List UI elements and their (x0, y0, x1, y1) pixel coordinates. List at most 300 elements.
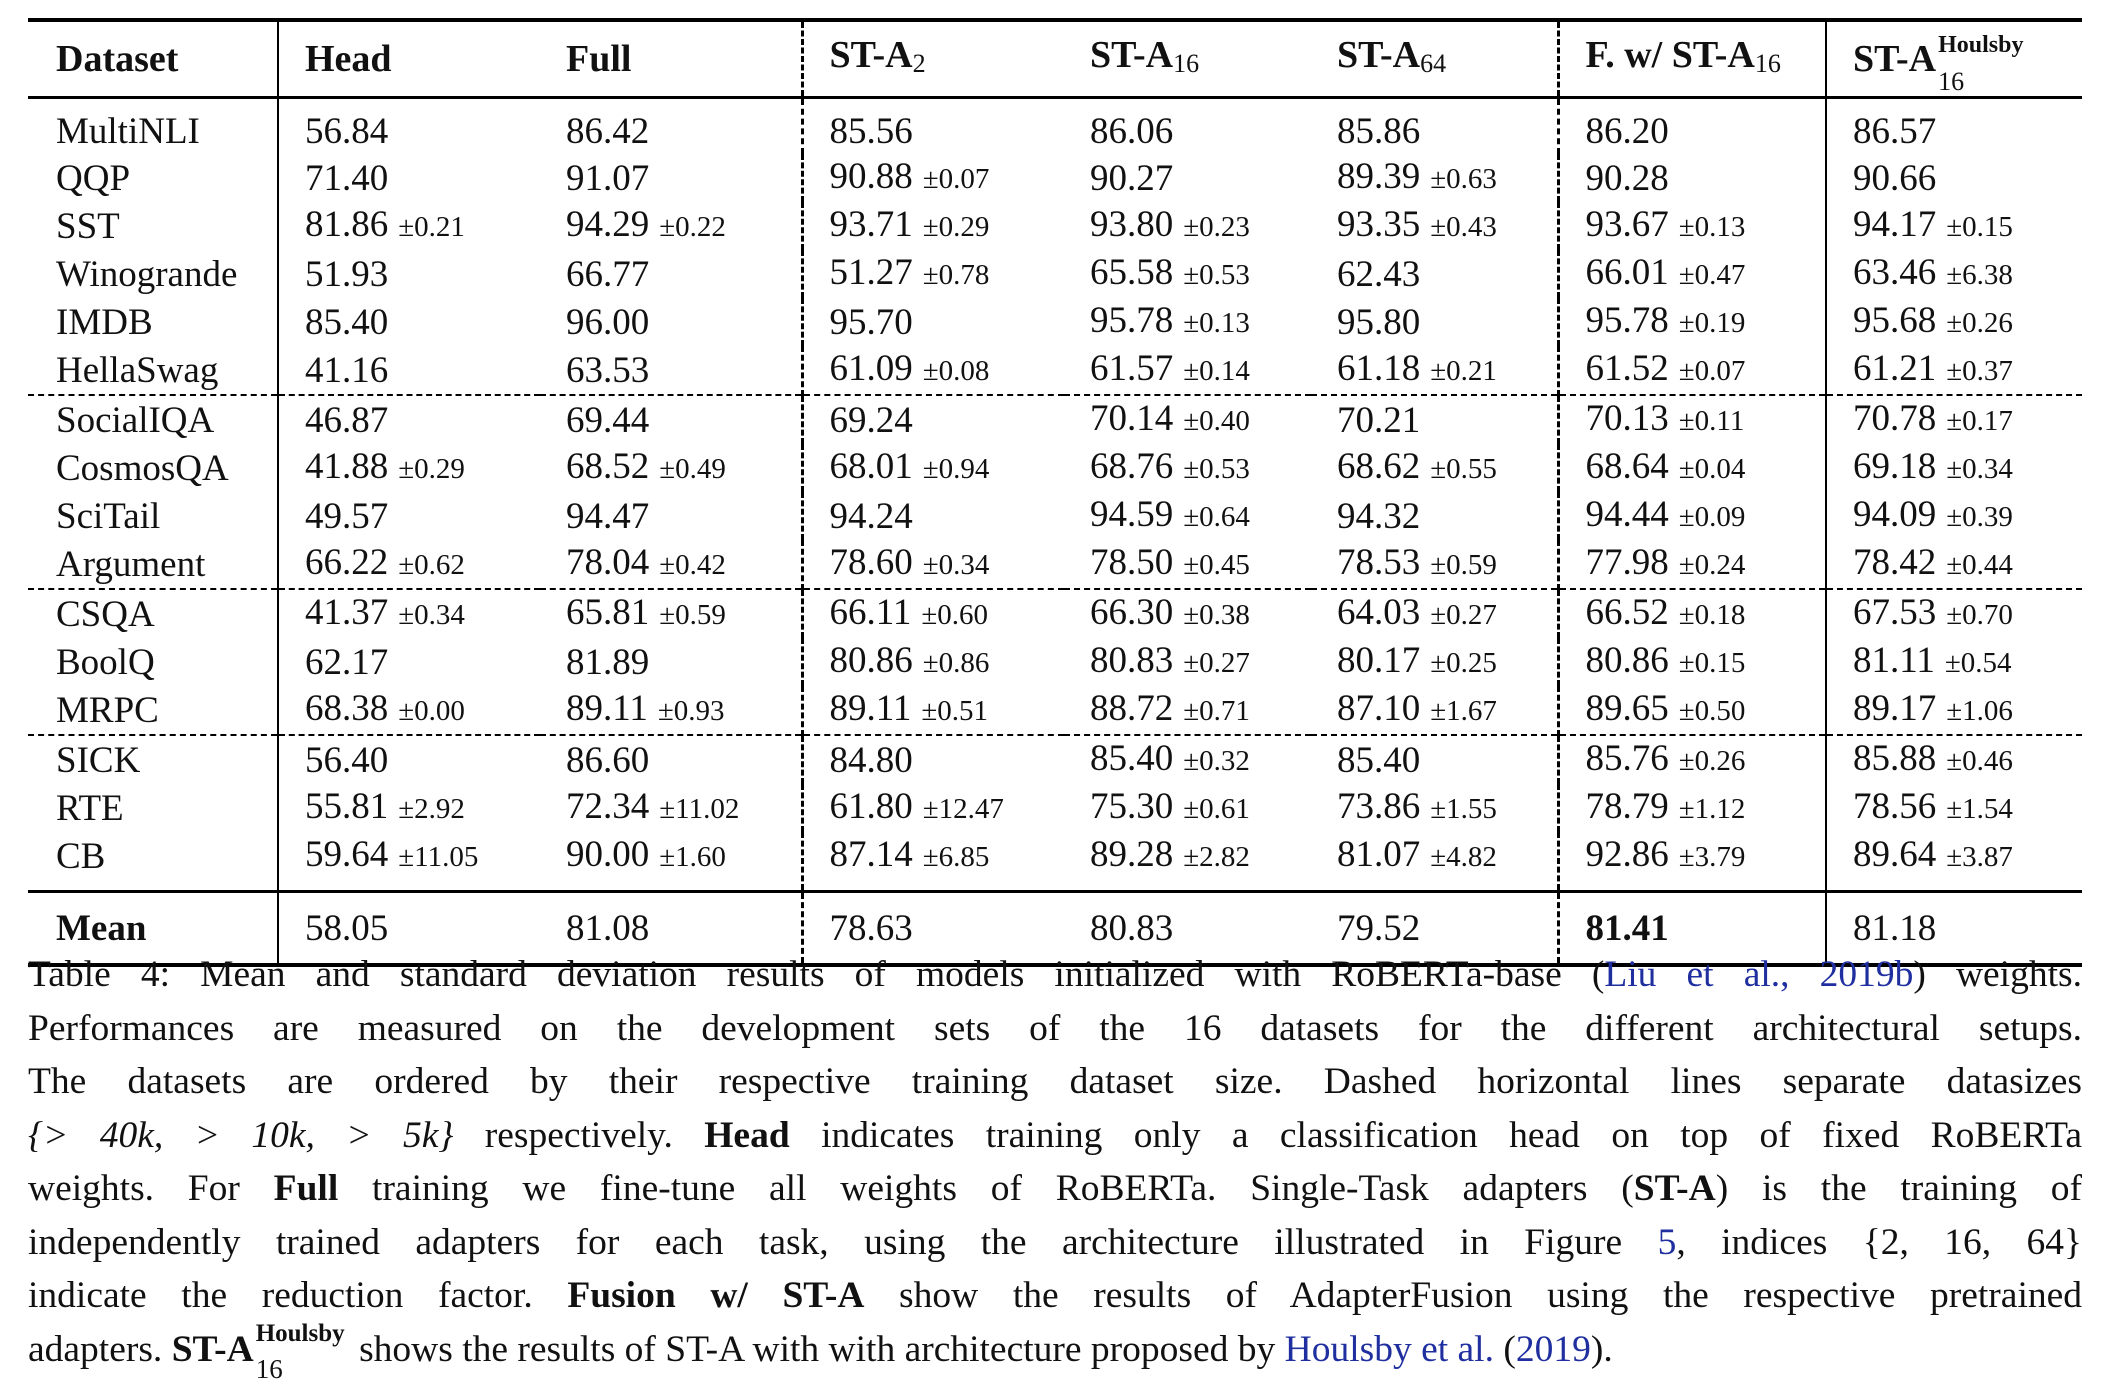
cell-std: ±0.22 (659, 211, 726, 243)
cell-value: 90.00 (566, 834, 650, 875)
table-row (28, 686, 2082, 735)
cell-std: ±0.43 (1430, 211, 1497, 243)
cell-st-a-16 (1064, 784, 1311, 832)
cell-value: 78.53 (1337, 542, 1421, 583)
table-row (28, 589, 2082, 638)
cell-value: 95.78 (1090, 300, 1174, 341)
cell-full (540, 686, 802, 735)
cell-st-a-64 (1311, 492, 1558, 540)
cell-value: 78.60 (829, 542, 913, 583)
cell-value: 85.86 (1337, 111, 1421, 152)
cell-fusion-st-a-16 (1558, 540, 1826, 589)
cell-value: 94.24 (829, 495, 913, 537)
citation-link[interactable]: 2019 (1515, 1328, 1591, 1370)
cell-value: 93.71 (829, 204, 913, 245)
cell-value: 93.67 (1585, 204, 1669, 245)
cell-value: 78.04 (566, 542, 650, 583)
cell-value: 84.80 (829, 739, 913, 781)
cell-std: ±0.26 (1678, 745, 1746, 777)
cell-value: 68.01 (829, 446, 913, 487)
cell-st-a-16 (1064, 250, 1311, 298)
cell-value: 86.06 (1090, 111, 1174, 152)
cell-value: 95.78 (1585, 300, 1669, 341)
cell-st-a-2 (802, 492, 1064, 540)
cell-head (278, 346, 540, 395)
cell-fusion-st-a-16 (1558, 784, 1826, 832)
cell-full (540, 492, 802, 540)
cell-value: 41.88 (305, 446, 389, 487)
table-caption (28, 948, 2083, 1384)
table-row (28, 638, 2082, 686)
dataset-name: MRPC (56, 689, 159, 731)
cell-head (278, 98, 540, 155)
cell-value: 78.79 (1585, 786, 1669, 827)
caption-line: Table 4: Mean and standard deviation results of models initialized with RoBERTa-base (Liu et al., 2019b) weights. (28, 954, 2082, 995)
cell-std: ±0.61 (1183, 793, 1250, 825)
cell-std: ±1.12 (1678, 793, 1746, 825)
cell-std: ±0.21 (1430, 355, 1497, 387)
cell-value: 89.28 (1090, 834, 1174, 875)
cell-value: 85.40 (1337, 739, 1421, 781)
results-table (28, 18, 2082, 967)
table-row (28, 832, 2082, 892)
cell-st-a-houlsby (1826, 444, 2082, 492)
cell-value: 81.86 (305, 204, 389, 245)
cell-value: 75.30 (1090, 786, 1174, 827)
table-row (28, 98, 2082, 155)
cell-std: ±0.50 (1678, 695, 1746, 727)
cell-value: 69.44 (566, 399, 650, 441)
cell-std: ±12.47 (922, 793, 1004, 825)
header-st-a-16: ST-A16 (1090, 33, 1200, 78)
cell-value: 80.17 (1337, 640, 1421, 681)
results-table-container (28, 18, 2082, 967)
cell-st-a-16 (1064, 589, 1311, 638)
cell-std: ±0.45 (1183, 549, 1250, 581)
cell-std: ±6.85 (922, 841, 990, 873)
cell-st-a-houlsby (1826, 492, 2082, 540)
cell-value: 63.46 (1853, 252, 1937, 293)
cell-value: 62.17 (305, 641, 389, 683)
cell-st-a-2 (802, 98, 1064, 155)
cell-st-a-16 (1064, 686, 1311, 735)
cell-fusion-st-a-16 (1558, 202, 1826, 250)
cell-std: ±0.19 (1678, 307, 1746, 339)
table-row (28, 346, 2082, 395)
cell-value: 46.87 (305, 399, 389, 441)
cell-value: 73.86 (1337, 786, 1421, 827)
cell-std: ±0.34 (398, 599, 465, 631)
cell-value: 85.40 (1090, 738, 1174, 779)
cell-value: 66.11 (829, 592, 912, 633)
cell-std: ±0.04 (1678, 453, 1746, 485)
dataset-name: MultiNLI (56, 111, 200, 152)
cell-value: 51.27 (829, 252, 913, 293)
table-row (28, 395, 2082, 444)
cell-head (278, 250, 540, 298)
cell-st-a-16 (1064, 444, 1311, 492)
cell-value: 41.16 (305, 349, 389, 391)
cell-value: 86.60 (566, 739, 650, 781)
table-row (28, 492, 2082, 540)
dataset-name: SST (56, 205, 120, 247)
cell-value: 91.07 (566, 157, 650, 199)
header-fusion-st-a-16: F. w/ ST-A16 (1558, 20, 1826, 98)
cell-value: 66.52 (1585, 592, 1669, 633)
cell-value: 80.86 (829, 640, 913, 681)
cell-std: ±0.27 (1183, 647, 1250, 679)
caption-line: indicate the reduction factor. Fusion w/ ST-A show the results of AdapterFusion using the respective pretrained (28, 1275, 2083, 1316)
cell-st-a-16 (1064, 98, 1311, 155)
cell-st-a-16 (1064, 202, 1311, 250)
dataset-name: HellaSwag (56, 349, 219, 391)
cell-st-a-64 (1311, 589, 1558, 638)
cell-std: ±0.59 (659, 599, 726, 631)
cell-std: ±0.21 (398, 211, 465, 243)
cell-std: ±0.17 (1946, 405, 2013, 437)
cell-value: 63.53 (566, 349, 650, 391)
cell-value: 70.78 (1853, 398, 1937, 439)
dataset-name: CSQA (28, 589, 278, 638)
mean-st-a-houlsby: 81.18 (1826, 892, 2082, 966)
cell-st-a-2 (802, 686, 1064, 735)
cell-value: 95.70 (829, 301, 913, 343)
cell-std: ±0.15 (1678, 647, 1746, 679)
cell-st-a-16 (1064, 395, 1311, 444)
cell-value: 68.62 (1337, 446, 1421, 487)
cell-std: ±0.08 (922, 355, 990, 387)
cell-std: ±0.24 (1678, 549, 1746, 581)
cell-head (278, 686, 540, 735)
dataset-name: CB (56, 835, 106, 877)
cell-full (540, 202, 802, 250)
cell-std: ±0.42 (659, 549, 726, 581)
cell-value: 70.14 (1090, 398, 1174, 439)
cell-value: 62.43 (1337, 253, 1421, 295)
cell-std: ±0.93 (657, 695, 725, 727)
cell-std: ±0.63 (1430, 163, 1497, 195)
cell-st-a-2 (802, 202, 1064, 250)
cell-std: ±0.18 (1678, 599, 1746, 631)
cell-value: 87.14 (829, 834, 913, 875)
cell-std: ±0.46 (1946, 745, 2013, 777)
header-st-a-houlsby: ST-A Houlsby 16 (1826, 20, 2082, 98)
cell-value: 85.40 (305, 301, 389, 343)
cell-head (278, 298, 540, 346)
cell-value: 90.88 (829, 156, 913, 197)
cell-std: ±1.06 (1946, 695, 2013, 727)
cell-st-a-64 (1311, 638, 1558, 686)
cell-st-a-64 (1311, 98, 1558, 155)
cell-head (278, 154, 540, 202)
cell-full (540, 540, 802, 589)
cell-value: 96.00 (566, 301, 650, 343)
table-row (28, 202, 2082, 250)
citation-link[interactable]: Liu et al., 2019b (1604, 954, 1914, 995)
cell-st-a-2 (802, 346, 1064, 395)
figure-link[interactable]: 5 (1657, 1221, 1677, 1263)
cell-st-a-houlsby (1826, 735, 2082, 784)
cell-full (540, 444, 802, 492)
cell-value: 94.09 (1853, 494, 1937, 535)
cell-value: 86.57 (1853, 111, 1937, 152)
cell-head (278, 735, 540, 784)
mean-head: 58.05 (278, 892, 540, 966)
cell-full (540, 735, 802, 784)
table-row (28, 540, 2082, 589)
table-body (28, 98, 2082, 892)
cell-std: ±0.27 (1430, 599, 1497, 631)
cell-value: 89.17 (1853, 688, 1937, 729)
cell-st-a-16 (1064, 154, 1311, 202)
cell-value: 89.65 (1585, 688, 1669, 729)
cell-value: 80.83 (1090, 640, 1174, 681)
cell-std: ±0.60 (921, 599, 989, 631)
cell-value: 94.44 (1585, 494, 1669, 535)
header-dataset: Dataset (56, 37, 179, 80)
cell-std: ±0.47 (1678, 259, 1746, 291)
cell-value: 94.59 (1090, 494, 1174, 535)
cell-value: 49.57 (305, 495, 389, 537)
dataset-name: SICK (28, 735, 278, 784)
cell-value: 86.20 (1585, 111, 1669, 152)
dataset-name: BoolQ (56, 641, 155, 683)
header-st-a-64: ST-A64 (1337, 33, 1447, 78)
cell-full (540, 346, 802, 395)
table-row (28, 154, 2082, 202)
cell-st-a-64 (1311, 202, 1558, 250)
cell-value: 88.72 (1090, 688, 1174, 729)
cell-st-a-2 (802, 735, 1064, 784)
mean-full: 81.08 (566, 907, 650, 949)
cell-value: 78.50 (1090, 542, 1174, 583)
cell-st-a-2 (802, 589, 1064, 638)
cell-value: 94.29 (566, 204, 650, 245)
cell-std: ±0.62 (398, 549, 465, 581)
cell-std: ±2.92 (398, 793, 465, 825)
caption-line: Performances are measured on the development sets of the 16 datasets for the different architectural setups. (28, 1007, 2082, 1049)
cell-std: ±0.37 (1946, 355, 2013, 387)
cell-full (540, 250, 802, 298)
cell-value: 72.34 (566, 786, 650, 827)
cell-fusion-st-a-16 (1558, 395, 1826, 444)
cell-value: 66.01 (1585, 252, 1669, 293)
cell-value: 67.53 (1853, 592, 1937, 633)
mean-fusion-st-a-16: 81.41 (1558, 892, 1826, 966)
cell-std: ±0.29 (922, 211, 990, 243)
cell-st-a-64 (1311, 395, 1558, 444)
table-row (28, 735, 2082, 784)
cell-st-a-2 (802, 395, 1064, 444)
dataset-name: QQP (56, 157, 131, 199)
cell-st-a-2 (802, 444, 1064, 492)
cell-std: ±1.60 (659, 841, 726, 873)
cell-value: 61.09 (829, 348, 913, 389)
cell-head (278, 589, 540, 638)
cell-std: ±1.54 (1946, 793, 2013, 825)
cell-value: 80.86 (1585, 640, 1669, 681)
cell-value: 94.47 (566, 495, 650, 537)
cell-std: ±0.34 (922, 549, 990, 581)
cell-std: ±0.78 (922, 259, 990, 291)
citation-link[interactable]: Houlsby et al. (1284, 1328, 1494, 1370)
cell-std: ±0.07 (922, 163, 990, 195)
cell-value: 92.86 (1585, 834, 1669, 875)
cell-value: 78.56 (1853, 786, 1937, 827)
cell-st-a-2 (802, 832, 1064, 892)
cell-std: ±0.94 (922, 453, 990, 485)
cell-st-a-64 (1311, 784, 1558, 832)
cell-fusion-st-a-16 (1558, 250, 1826, 298)
cell-value: 85.76 (1585, 738, 1669, 779)
cell-st-a-64 (1311, 735, 1558, 784)
cell-value: 85.56 (829, 111, 913, 152)
cell-fusion-st-a-16 (1558, 638, 1826, 686)
cell-value: 81.89 (566, 641, 650, 683)
cell-full (540, 154, 802, 202)
cell-std: ±0.51 (921, 695, 989, 727)
cell-st-a-16 (1064, 540, 1311, 589)
cell-std: ±0.15 (1946, 211, 2013, 243)
cell-std: ±3.87 (1946, 841, 2013, 873)
cell-head (278, 444, 540, 492)
table-row (28, 444, 2082, 492)
cell-value: 64.03 (1337, 592, 1421, 633)
cell-full (540, 298, 802, 346)
cell-value: 94.32 (1337, 495, 1421, 537)
cell-st-a-houlsby (1826, 832, 2082, 892)
cell-std: ±0.00 (398, 695, 465, 727)
cell-head (278, 202, 540, 250)
cell-value: 68.76 (1090, 446, 1174, 487)
cell-st-a-houlsby (1826, 784, 2082, 832)
cell-fusion-st-a-16 (1558, 832, 1826, 892)
cell-value: 61.57 (1090, 348, 1174, 389)
cell-value: 65.58 (1090, 252, 1174, 293)
cell-head (278, 784, 540, 832)
cell-value: 95.80 (1337, 301, 1421, 343)
cell-std: ±0.55 (1430, 453, 1497, 485)
cell-st-a-16 (1064, 298, 1311, 346)
cell-st-a-houlsby (1826, 395, 2082, 444)
cell-value: 56.84 (305, 111, 389, 152)
cell-value: 81.11 (1853, 640, 1935, 681)
cell-st-a-houlsby (1826, 98, 2082, 155)
cell-std: ±1.55 (1430, 793, 1497, 825)
cell-st-a-64 (1311, 298, 1558, 346)
cell-st-a-2 (802, 154, 1064, 202)
mean-st-a-16: 80.83 (1090, 907, 1174, 949)
cell-st-a-16 (1064, 638, 1311, 686)
cell-std: ±0.38 (1183, 599, 1250, 631)
cell-value: 89.11 (566, 688, 648, 729)
cell-full (540, 784, 802, 832)
cell-std: ±0.29 (398, 453, 465, 485)
cell-value: 70.13 (1585, 398, 1669, 439)
cell-st-a-houlsby (1826, 638, 2082, 686)
cell-st-a-2 (802, 638, 1064, 686)
cell-value: 70.21 (1337, 399, 1421, 441)
caption-line: weights. For Full training we fine-tune all weights of RoBERTa. Single-Task adapters (ST-A) is the training of (28, 1168, 2082, 1209)
cell-std: ±0.53 (1183, 453, 1250, 485)
cell-value: 66.22 (305, 542, 389, 583)
table-row (28, 250, 2082, 298)
cell-head (278, 395, 540, 444)
mean-st-a-64: 79.52 (1337, 907, 1421, 949)
cell-std: ±0.44 (1946, 549, 2013, 581)
cell-std: ±2.82 (1183, 841, 1250, 873)
cell-value: 51.93 (305, 253, 389, 295)
dataset-name: SocialIQA (28, 395, 278, 444)
cell-value: 89.11 (829, 688, 912, 729)
cell-fusion-st-a-16 (1558, 154, 1826, 202)
cell-value: 69.18 (1853, 446, 1937, 487)
cell-value: 56.40 (305, 739, 389, 781)
cell-head (278, 540, 540, 589)
cell-value: 90.66 (1853, 157, 1937, 199)
cell-std: ±0.25 (1430, 647, 1497, 679)
cell-st-a-houlsby (1826, 154, 2082, 202)
cell-st-a-houlsby (1826, 250, 2082, 298)
mean-label: Mean (56, 907, 147, 949)
cell-st-a-64 (1311, 444, 1558, 492)
cell-std: ±0.26 (1946, 307, 2013, 339)
cell-st-a-16 (1064, 735, 1311, 784)
cell-std: ±0.11 (1678, 405, 1745, 437)
cell-value: 81.07 (1337, 834, 1421, 875)
dataset-name: SciTail (56, 495, 161, 537)
caption-line: The datasets are ordered by their respective training dataset size. Dashed horizontal lines separate datasizes (28, 1061, 2082, 1102)
cell-full (540, 589, 802, 638)
cell-std: ±0.53 (1183, 259, 1250, 291)
cell-std: ±0.14 (1183, 355, 1250, 387)
dataset-name: Winogrande (56, 253, 238, 295)
cell-std: ±11.02 (659, 793, 740, 825)
cell-value: 61.52 (1585, 348, 1669, 389)
cell-value: 68.38 (305, 688, 389, 729)
cell-std: ±11.05 (398, 841, 479, 873)
cell-value: 41.37 (305, 592, 389, 633)
cell-value: 71.40 (305, 157, 389, 199)
cell-st-a-houlsby (1826, 346, 2082, 395)
cell-std: ±0.86 (922, 647, 990, 679)
cell-std: ±0.54 (1944, 647, 2012, 679)
cell-head (278, 638, 540, 686)
cell-value: 93.35 (1337, 204, 1421, 245)
cell-value: 61.18 (1337, 348, 1421, 389)
cell-std: ±0.13 (1183, 307, 1250, 339)
header-row (28, 20, 2082, 98)
cell-st-a-16 (1064, 492, 1311, 540)
cell-st-a-2 (802, 540, 1064, 589)
cell-value: 68.64 (1585, 446, 1669, 487)
caption-line: adapters. ST-A Houlsby 16 shows the results of ST-A with with architecture proposed by Houlsby et al. (2019). (28, 1319, 1613, 1384)
cell-full (540, 832, 802, 892)
dataset-name: IMDB (56, 301, 153, 343)
cell-fusion-st-a-16 (1558, 589, 1826, 638)
cell-std: ±0.13 (1678, 211, 1746, 243)
cell-value: 61.21 (1853, 348, 1937, 389)
cell-std: ±0.34 (1946, 453, 2013, 485)
cell-std: ±0.70 (1946, 599, 2013, 631)
cell-value: 68.52 (566, 446, 650, 487)
cell-std: ±0.32 (1183, 745, 1250, 777)
mean-st-a-2: 78.63 (802, 892, 1064, 966)
cell-st-a-64 (1311, 686, 1558, 735)
cell-std: ±0.49 (659, 453, 726, 485)
cell-std: ±0.09 (1678, 501, 1746, 533)
caption-line: independently trained adapters for each task, using the architecture illustrated in Figure 5, indices {2, 16, 64} (28, 1221, 2083, 1263)
